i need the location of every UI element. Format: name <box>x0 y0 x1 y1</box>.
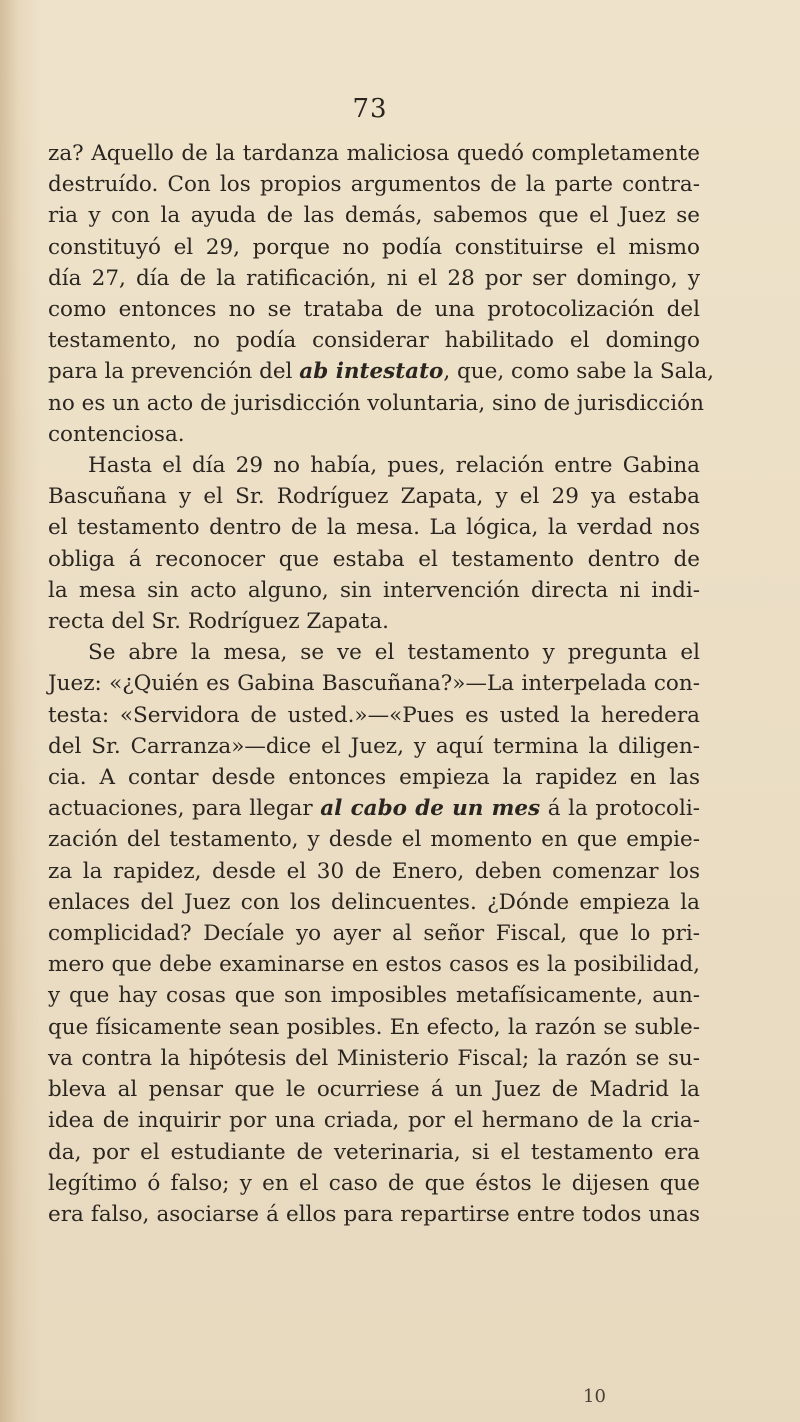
text-line <box>48 793 700 824</box>
text-line-segment: , que, como sabe la Sala, <box>443 359 714 385</box>
text-line: no es un acto de jurisdicción voluntaria, sino de jurisdicción <box>48 390 704 416</box>
text-line <box>48 356 714 387</box>
printer-signature-mark: 10 <box>583 1386 606 1407</box>
text-line: za la rapidez, desde el 30 de Enero, deben comenzar los <box>48 858 700 884</box>
body-text <box>48 138 714 1230</box>
text-line: día 27, día de la ratificación, ni el 28 por ser domingo, y <box>48 265 700 291</box>
text-line: ria y con la ayuda de las demás, sabemos que el Juez se <box>48 203 700 229</box>
text-line: idea de inquirir por una criada, por el hermano de la cria- <box>48 1108 700 1134</box>
page-number: 73 <box>352 94 388 124</box>
text-line-segment: á la protocoli- <box>540 796 700 822</box>
text-line: bleva al pensar que le ocurriese á un Juez de Madrid la <box>48 1077 700 1103</box>
text-line: Bascuñana y el Sr. Rodríguez Zapata, y el 29 ya estaba <box>48 484 700 510</box>
text-line-segment: actuaciones, para llegar <box>48 796 321 822</box>
text-line-segment: para la prevención del <box>48 359 300 385</box>
text-line: legítimo ó falso; y en el caso de que éstos le dijesen que <box>48 1170 700 1196</box>
text-line: como entonces no se trataba de una protocolización del <box>48 297 700 323</box>
text-line: cia. A contar desde entonces empieza la rapidez en las <box>48 765 700 791</box>
text-line: Hasta el día 29 no había, pues, relación entre Gabina <box>88 453 700 479</box>
text-line: recta del Sr. Rodríguez Zapata. <box>48 609 390 635</box>
text-line: va contra la hipótesis del Ministerio Fiscal; la razón se su- <box>48 1045 700 1071</box>
text-line: que físicamente sean posibles. En efecto, la razón se suble- <box>48 1014 700 1040</box>
italic-phrase: al cabo de un mes <box>320 796 541 822</box>
text-line: constituyó el 29, porque no podía constituirse el mismo <box>48 234 700 260</box>
text-line: enlaces del Juez con los delincuentes. ¿Dónde empieza la <box>48 889 700 915</box>
text-line: contenciosa. <box>48 421 185 447</box>
text-line: testamento, no podía considerar habilitado el domingo <box>48 328 700 354</box>
text-line: y que hay cosas que son imposibles metafísicamente, aun- <box>48 983 700 1009</box>
text-line: testa: «Servidora de usted.»—«Pues es usted la heredera <box>48 702 700 728</box>
text-line: da, por el estudiante de veterinaria, si el testamento era <box>48 1139 700 1165</box>
text-line: zación del testamento, y desde el momento en que empie- <box>48 827 700 853</box>
text-line: complicidad? Decíale yo ayer al señor Fiscal, que lo pri- <box>48 921 700 947</box>
text-line: era falso, asociarse á ellos para repartirse entre todos unas <box>48 1201 700 1227</box>
text-line: destruído. Con los propios argumentos de la parte contra- <box>48 172 700 198</box>
text-line: Juez: «¿Quién es Gabina Bascuñana?»—La interpelada con- <box>48 671 700 697</box>
italic-phrase: ab intestato <box>299 359 444 385</box>
text-line: obliga á reconocer que estaba el testamento dentro de <box>48 546 700 572</box>
text-line: za? Aquello de la tardanza maliciosa quedó completamente <box>48 141 700 166</box>
text-line: Se abre la mesa, se ve el testamento y pregunta el <box>88 640 700 666</box>
text-line: mero que debe examinarse en estos casos es la posibilidad, <box>48 952 700 978</box>
text-line: la mesa sin acto alguno, sin intervención directa ni indi- <box>48 577 700 603</box>
text-line: del Sr. Carranza»—dice el Juez, y aquí termina la diligen- <box>48 733 700 759</box>
text-line: el testamento dentro de la mesa. La lógica, la verdad nos <box>48 515 700 541</box>
